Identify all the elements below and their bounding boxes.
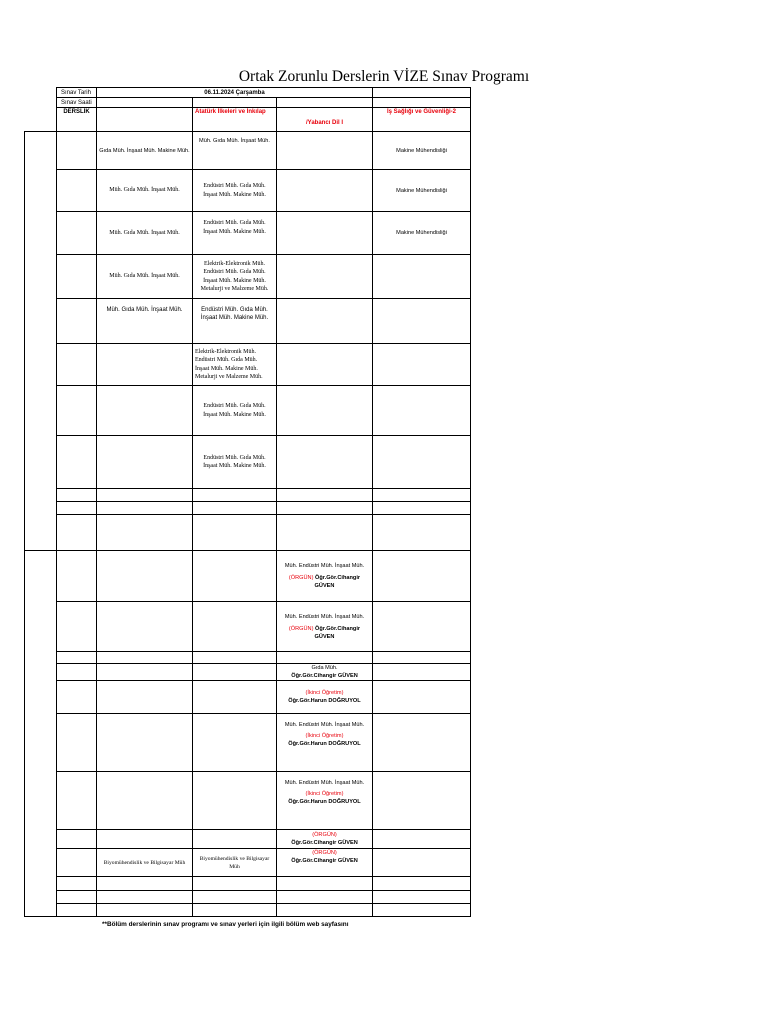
- department-cell: Makine Mühendisliği: [373, 170, 471, 212]
- department-cell: Elektrik-Elektronik Müh. Endüstri Müh. Gıda Müh. İnşaat Müh. Makine Müh. Metalurji ve Malzeme Müh.: [193, 344, 277, 386]
- department-cell: Elektrik-Elektronik Müh. Endüstri Müh. Gıda Müh. İnşaat Müh. Makine Müh. Metalurji ve Malzeme Müh.: [193, 255, 277, 299]
- table-row: [25, 299, 471, 344]
- table-row: [25, 489, 471, 502]
- table-row: [25, 436, 471, 489]
- table-row: [25, 877, 471, 891]
- table-row: [25, 664, 471, 681]
- table-row: [25, 344, 471, 386]
- table-row: [25, 386, 471, 436]
- table-row: [25, 904, 471, 917]
- table-row: [25, 772, 471, 830]
- exam-cell: (İkinci Öğretim) Öğr.Gör.Harun DOĞRUYOL: [277, 681, 373, 714]
- course-isg: İş Sağlığı ve Güvenliği-2: [373, 108, 471, 132]
- department-cell: Biyomühendislik ve Bilgisayar Müh: [97, 849, 193, 877]
- table-row: [25, 255, 471, 299]
- department-cell: Müh. Gıda Müh. İnşaat Müh.: [97, 212, 193, 255]
- sinav-saati-label: Sınav Saati: [57, 98, 97, 108]
- table-row: [25, 98, 471, 108]
- department-cell: Müh. Gıda Müh. İnşaat Müh.: [193, 132, 277, 170]
- footer-note: **Bölüm derslerinin sınav programı ve sınav yerleri için ilgili bölüm web sayfasını: [102, 921, 349, 928]
- department-cell: Endüstri Müh. Gıda Müh. İnşaat Müh. Makine Müh.: [193, 170, 277, 212]
- table-row: [25, 502, 471, 515]
- exam-cell: Müh. Endüstri Müh. İnşaat Müh. (İkinci Öğretim) Öğr.Gör.Harun DOĞRUYOL: [277, 714, 373, 772]
- course-ataturk: Atatürk İlkeleri ve İnkılap: [193, 108, 277, 132]
- department-cell: Endüstri Müh. Gıda Müh. İnşaat Müh. Makine Müh.: [193, 212, 277, 255]
- department-cell: Makine Mühendisliği: [373, 212, 471, 255]
- table-row: [25, 849, 471, 877]
- derslik-label: DERSLİK: [57, 108, 97, 132]
- table-row: [25, 132, 471, 170]
- table-row: [25, 681, 471, 714]
- exam-cell: (ÖRGÜN) Öğr.Gör.Cihangir GÜVEN: [277, 830, 373, 849]
- exam-date: 06.11.2024 Çarşamba: [97, 88, 373, 98]
- exam-cell: Gıda Müh. Öğr.Gör.Cihangir GÜVEN: [277, 664, 373, 681]
- table-row: [25, 551, 471, 602]
- table-row: [25, 88, 471, 98]
- exam-cell: Müh. Endüstri Müh. İnşaat Müh. (ÖRGÜN) Öğr.Gör.Cihangir GÜVEN: [277, 551, 373, 602]
- exam-schedule-table: [24, 87, 471, 917]
- department-cell: Gıda Müh. İnşaat Müh. Makine Müh.: [97, 132, 193, 170]
- department-cell: Makine Mühendisliği: [373, 132, 471, 170]
- table-row: [25, 714, 471, 772]
- department-cell: Müh. Gıda Müh. İnşaat Müh.: [97, 299, 193, 344]
- page-title: Ortak Zorunlu Derslerin VİZE Sınav Programı: [238, 68, 530, 85]
- table-row: [25, 212, 471, 255]
- table-row: [25, 108, 471, 132]
- department-cell: Müh. Gıda Müh. İnşaat Müh.: [97, 255, 193, 299]
- department-cell: Endüstri Müh. Gıda Müh. İnşaat Müh. Makine Müh.: [193, 299, 277, 344]
- table-row: [25, 891, 471, 904]
- table-row: [25, 602, 471, 652]
- table-row: [25, 652, 471, 664]
- exam-cell: (ÖRGÜN) Öğr.Gör.Cihangir GÜVEN: [277, 849, 373, 877]
- table-row: [25, 515, 471, 551]
- department-cell: Endüstri Müh. Gıda Müh. İnşaat Müh. Makine Müh.: [193, 436, 277, 489]
- department-cell: Endüstri Müh. Gıda Müh. İnşaat Müh. Makine Müh.: [193, 386, 277, 436]
- course-yabanci: /Yabancı Dil I: [277, 108, 373, 132]
- department-cell: Biyomühendislik ve Bilgisayar Müh: [193, 849, 277, 877]
- table-row: [25, 830, 471, 849]
- sinav-tarih-label: Sınav Tarih: [57, 88, 97, 98]
- table-row: [25, 170, 471, 212]
- department-cell: Müh. Gıda Müh. İnşaat Müh.: [97, 170, 193, 212]
- exam-cell: Müh. Endüstri Müh. İnşaat Müh. (İkinci Öğretim) Öğr.Gör.Harun DOĞRUYOL: [277, 772, 373, 830]
- exam-cell: Müh. Endüstri Müh. İnşaat Müh. (ÖRGÜN) Öğr.Gör.Cihangir GÜVEN: [277, 602, 373, 652]
